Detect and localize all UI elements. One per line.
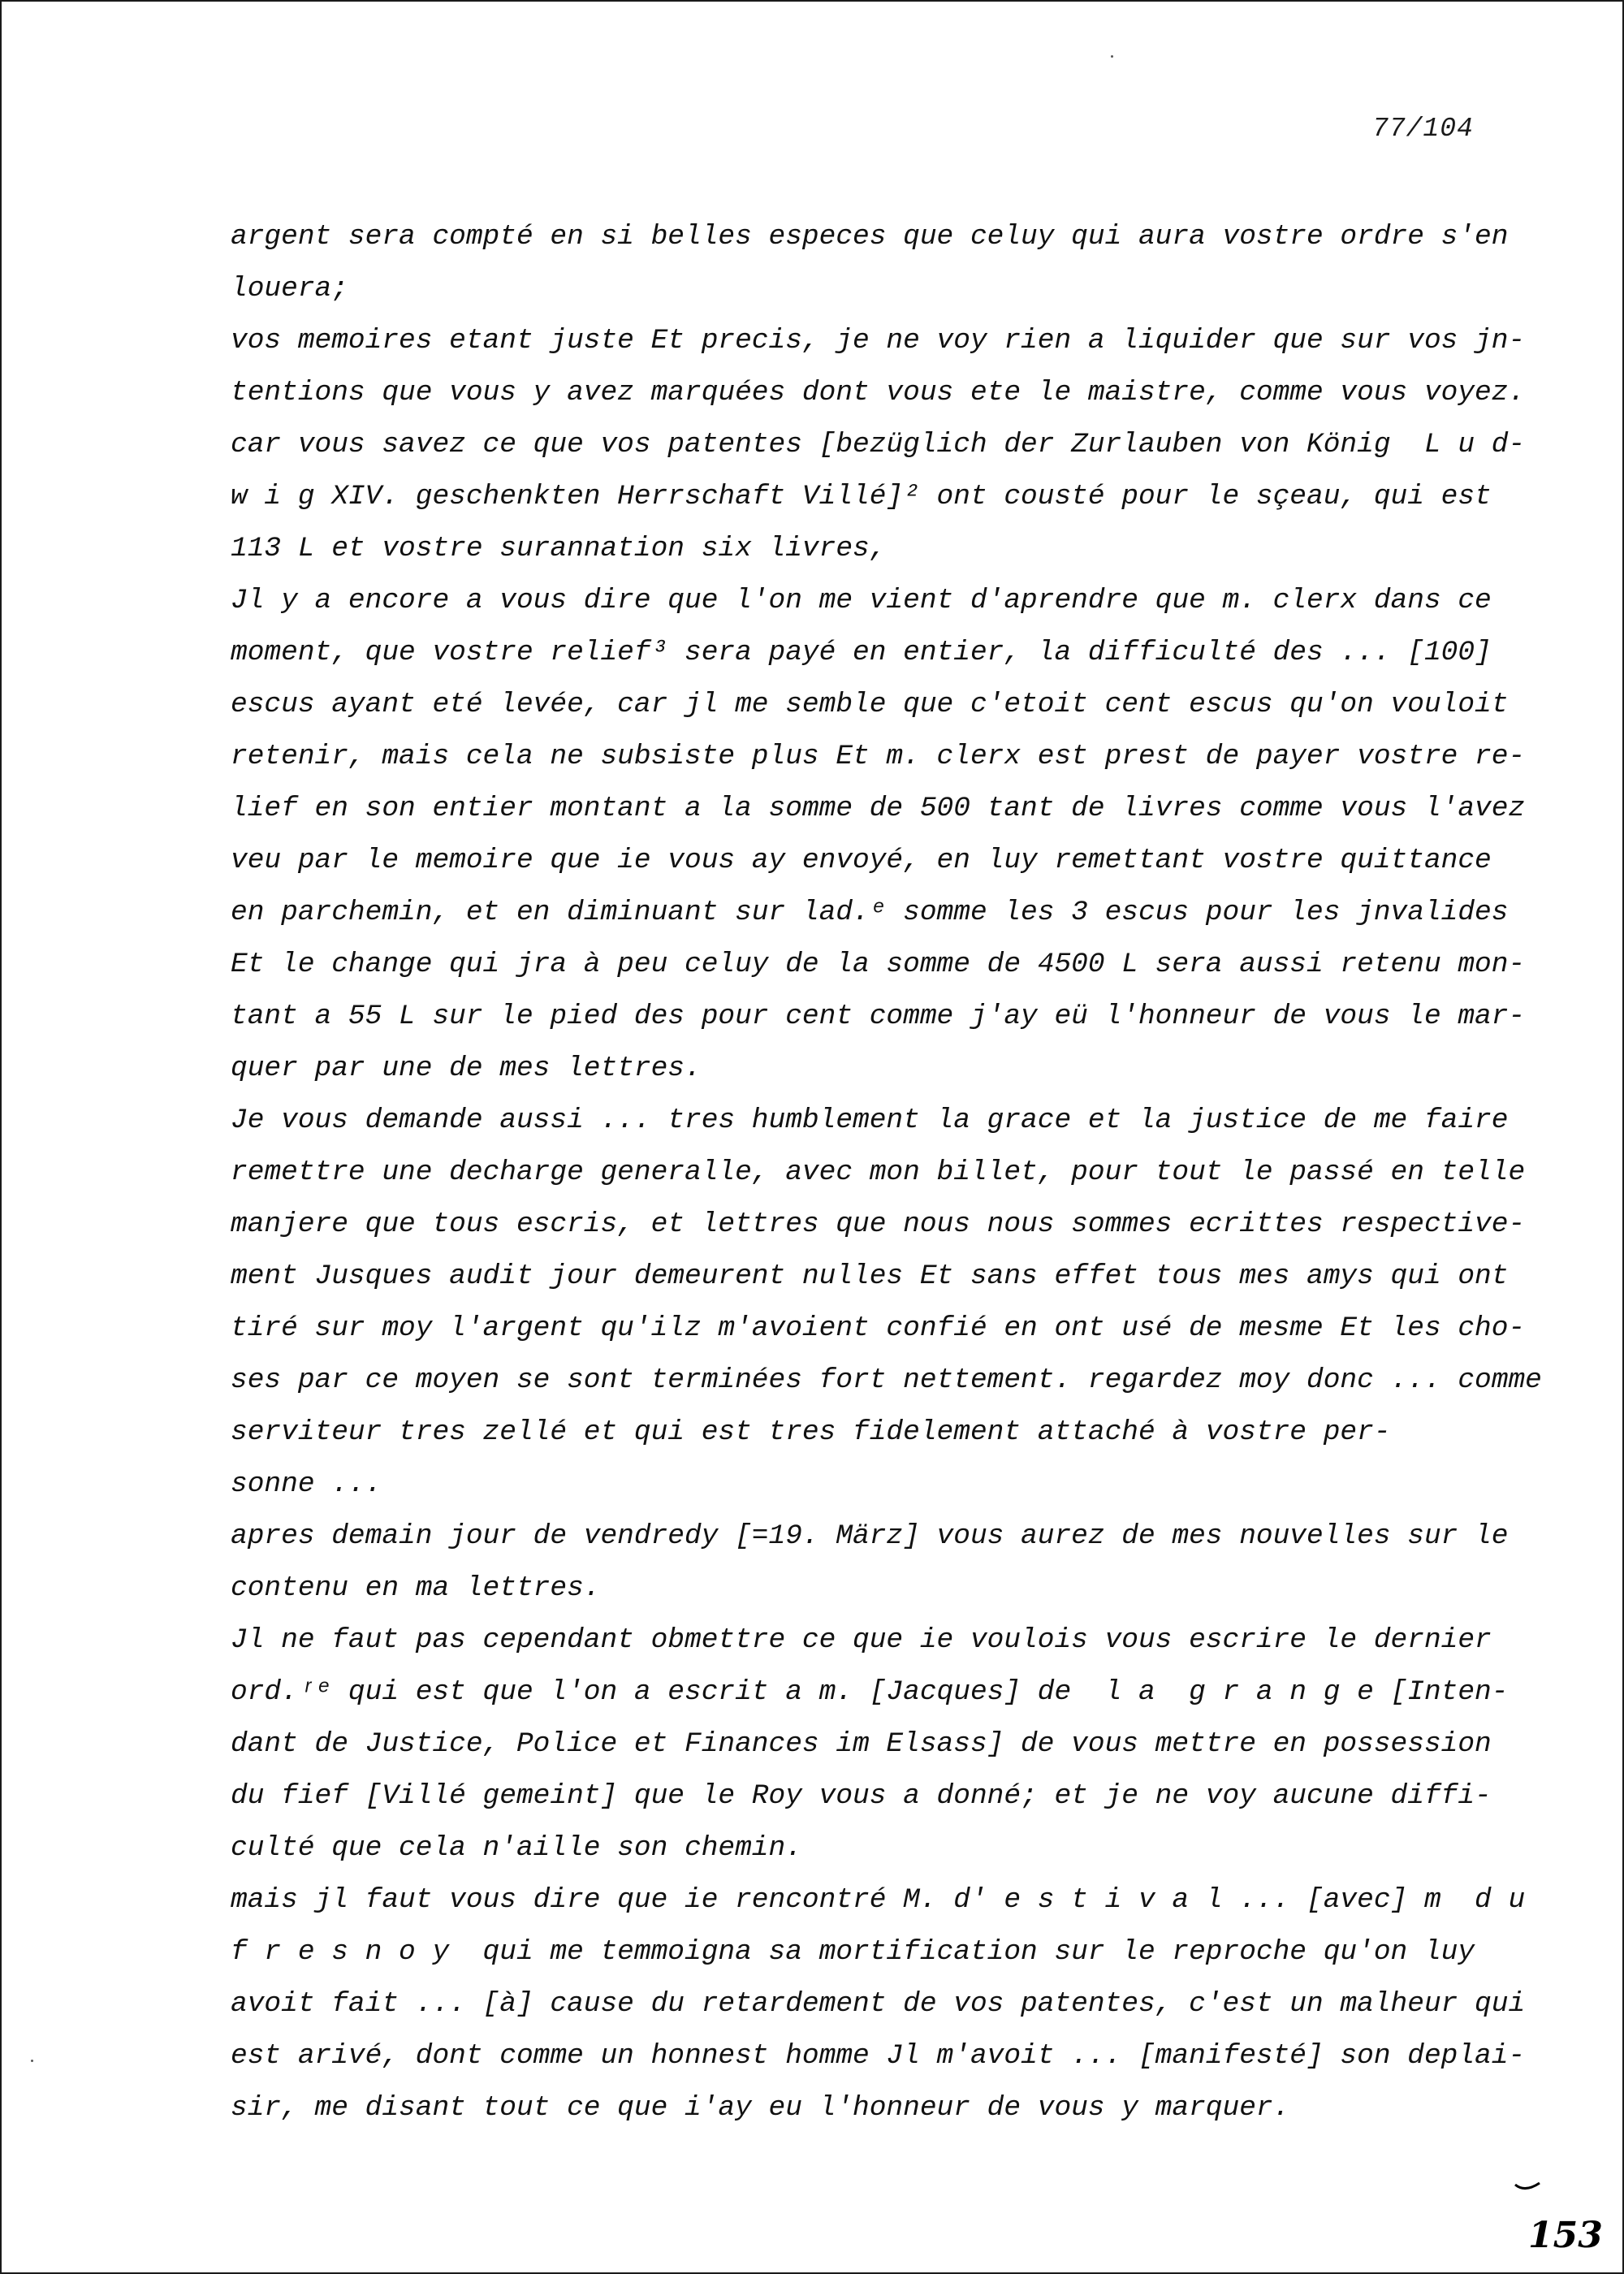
text-line: avoit fait ... [à] cause du retardement de vos patentes, c'est un malheur qui bbox=[231, 1988, 1526, 2020]
text-line: quer par une de mes lettres. bbox=[231, 1053, 702, 1084]
text-line: ord.ʳᵉ qui est que l'on a escrit a m. [Jacques] de l a g r a n g e [Inten- bbox=[231, 1676, 1509, 1708]
stamp-tick-mark bbox=[1514, 2181, 1541, 2193]
text-line: en parchemin, et en diminuant sur lad.ᵉ somme les 3 escus pour les jnvalides bbox=[231, 897, 1509, 928]
text-line: mais jl faut vous dire que ie rencontré M. d' e s t i v a l ... [avec] m d u bbox=[231, 1884, 1526, 1916]
text-line: escus ayant eté levée, car jl me semble que c'etoit cent escus qu'on vouloit bbox=[231, 689, 1509, 720]
text-line: Jl ne faut pas cependant obmettre ce que ie voulois vous escrire le dernier bbox=[231, 1624, 1492, 1656]
text-line: veu par le memoire que ie vous ay envoyé, en luy remettant vostre quittance bbox=[231, 845, 1492, 876]
text-line: apres demain jour de vendredy [=19. März] vous aurez de mes nouvelles sur le bbox=[231, 1520, 1509, 1552]
text-line: louera; bbox=[231, 273, 348, 305]
text-line: moment, que vostre relief³ sera payé en entier, la difficulté des ... [100] bbox=[231, 637, 1492, 668]
text-line: ses par ce moyen se sont terminées fort nettement. regardez moy donc ... comme bbox=[231, 1364, 1542, 1396]
folio-stamp: 153 bbox=[1528, 2215, 1603, 2256]
text-line: tant a 55 L sur le pied des pour cent comme j'ay eü l'honneur de vous le mar- bbox=[231, 1001, 1526, 1032]
text-line: ment Jusques audit jour demeurent nulles Et sans effet tous mes amys qui ont bbox=[231, 1260, 1509, 1292]
text-line: dant de Justice, Police et Finances im Elsass] de vous mettre en possession bbox=[231, 1728, 1492, 1760]
text-line: retenir, mais cela ne subsiste plus Et m. clerx est prest de payer vostre re- bbox=[231, 741, 1526, 772]
text-line: tentions que vous y avez marquées dont vous ete le maistre, comme vous voyez. bbox=[231, 377, 1526, 409]
scan-speck bbox=[1111, 55, 1113, 58]
text-line: remettre une decharge generalle, avec mon billet, pour tout le passé en telle bbox=[231, 1156, 1526, 1188]
text-line: du fief [Villé gemeint] que le Roy vous a donné; et je ne voy aucune diffi- bbox=[231, 1780, 1492, 1812]
text-line: tiré sur moy l'argent qu'ilz m'avoient confié en ont usé de mesme Et les cho- bbox=[231, 1312, 1526, 1344]
text-line: argent sera compté en si belles especes que celuy qui aura vostre ordre s'en bbox=[231, 221, 1509, 253]
text-line: serviteur tres zellé et qui est tres fidelement attaché à vostre per- bbox=[231, 1416, 1391, 1448]
text-line: vos memoires etant juste Et precis, je ne voy rien a liquider que sur vos jn- bbox=[231, 325, 1526, 357]
text-line: Je vous demande aussi ... tres humblement la grace et la justice de me faire bbox=[231, 1105, 1509, 1136]
text-line: contenu en ma lettres. bbox=[231, 1572, 601, 1604]
text-line: w i g XIV. geschenkten Herrschaft Villé]² ont cousté pour le sçeau, qui est bbox=[231, 481, 1492, 512]
text-line: Jl y a encore a vous dire que l'on me vient d'aprendre que m. clerx dans ce bbox=[231, 585, 1492, 616]
text-line: lief en son entier montant a la somme de 500 tant de livres comme vous l'avez bbox=[231, 793, 1526, 824]
text-line: 113 L et vostre surannation six livres, bbox=[231, 533, 887, 564]
text-line: sir, me disant tout ce que i'ay eu l'honneur de vous y marquer. bbox=[231, 2092, 1290, 2124]
text-line: culté que cela n'aille son chemin. bbox=[231, 1832, 802, 1864]
letter-body bbox=[231, 211, 1542, 2134]
text-line: sonne ... bbox=[231, 1468, 382, 1500]
text-line: Et le change qui jra à peu celuy de la somme de 4500 L sera aussi retenu mon- bbox=[231, 949, 1526, 980]
text-line: est arivé, dont comme un honnest homme Jl m'avoit ... [manifesté] son deplai- bbox=[231, 2040, 1526, 2072]
text-line: f r e s n o y qui me temmoigna sa mortification sur le reproche qu'on luy bbox=[231, 1936, 1475, 1968]
text-line: manjere que tous escris, et lettres que nous nous sommes ecrittes respective- bbox=[231, 1208, 1526, 1240]
page-number: 77/104 bbox=[1372, 114, 1474, 144]
scan-speck bbox=[31, 2060, 33, 2062]
text-line: car vous savez ce que vos patentes [bezüglich der Zurlauben von König L u d- bbox=[231, 429, 1526, 460]
